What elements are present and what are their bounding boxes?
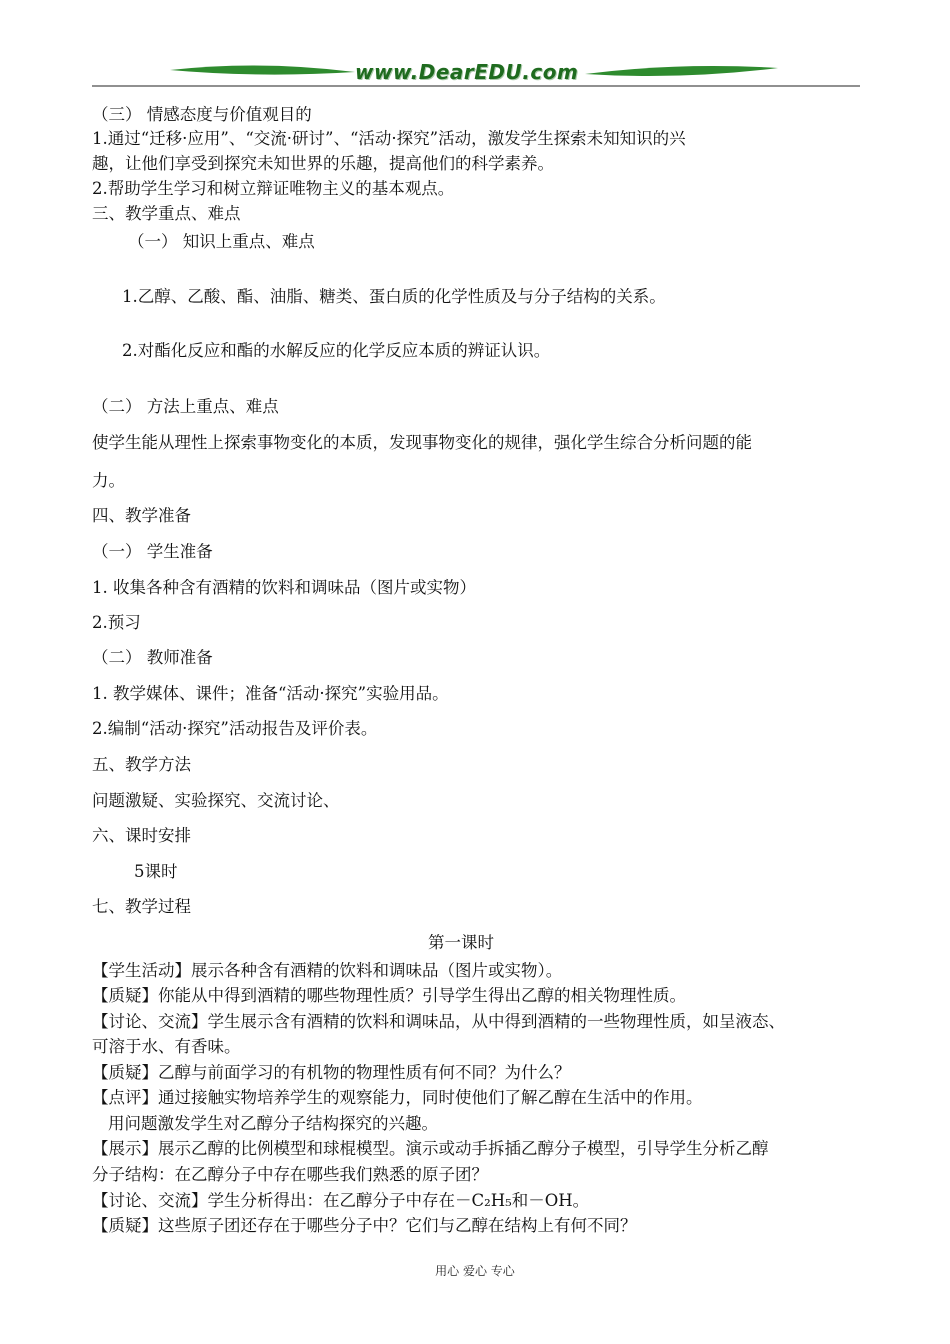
text-line: 1.乙醇、乙酸、酯、油脂、糖类、蛋白质的化学性质及与分子结构的关系。: [122, 287, 666, 306]
text-line: （三） 情感态度与价值观目的: [92, 105, 312, 124]
section-heading: 六、课时安排: [92, 826, 191, 845]
text-line: 【质疑】你能从中得到酒精的哪些物理性质？引导学生得出乙醇的相关物理性质。: [92, 986, 686, 1005]
text-line: 用问题激发学生对乙醇分子结构探究的兴趣。: [108, 1114, 438, 1133]
subsection-heading: （二） 教师准备: [92, 648, 213, 667]
text-line: 使学生能从理性上探索事物变化的本质，发现事物变化的规律，强化学生综合分析问题的能: [92, 433, 752, 452]
site-logo: www.DearEDU.com: [355, 60, 579, 84]
subsection-heading: （一） 学生准备: [92, 542, 213, 561]
text-line: 1. 教学媒体、课件；准备“活动·探究”实验用品。: [92, 684, 449, 703]
text-line: 1. 收集各种含有酒精的饮料和调味品（图片或实物）: [92, 578, 476, 597]
text-line: 5课时: [134, 862, 178, 881]
text-line: 趣，让他们享受到探究未知世界的乐趣，提高他们的科学素养。: [92, 154, 554, 173]
text-line: 2.帮助学生学习和树立辩证唯物主义的基本观点。: [92, 179, 455, 198]
text-line: 【讨论、交流】学生展示含有酒精的饮料和调味品，从中得到酒精的一些物理性质，如呈液态、: [92, 1012, 785, 1031]
section-heading: 七、教学过程: [92, 897, 191, 916]
text-line: 【讨论、交流】学生分析得出：在乙醇分子中存在－C₂H₅和－OH。: [92, 1191, 590, 1210]
text-line: 2.对酯化反应和酯的水解反应的化学反应本质的辨证认识。: [122, 341, 551, 360]
subsection-heading: （二） 方法上重点、难点: [92, 397, 279, 416]
text-line: 【学生活动】展示各种含有酒精的饮料和调味品（图片或实物）。: [92, 961, 563, 980]
lesson-title: 第一课时: [428, 933, 494, 952]
text-line: 分子结构：在乙醇分子中存在哪些我们熟悉的原子团？: [92, 1165, 488, 1184]
text-line: 1.通过“迁移·应用”、“交流·研讨”、“活动·探究”活动，激发学生探索未知知识的兴: [92, 129, 686, 148]
section-heading: 三、教学重点、难点: [92, 204, 241, 223]
section-heading: 四、教学准备: [92, 506, 191, 525]
header-swoosh-graphic: [0, 0, 950, 100]
page-footer: 用心 爱心 专心: [435, 1264, 515, 1278]
text-line: 问题激疑、实验探究、交流讨论、: [92, 791, 340, 810]
text-line: 【质疑】乙醇与前面学习的有机物的物理性质有何不同？为什么？: [92, 1063, 571, 1082]
text-line: 2.预习: [92, 613, 141, 632]
text-line: 【点评】通过接触实物培养学生的观察能力，同时使他们了解乙醇在生活中的作用。: [92, 1088, 703, 1107]
text-line: 可溶于水、有香味。: [92, 1037, 241, 1056]
subsection-heading: （一） 知识上重点、难点: [128, 232, 315, 251]
text-line: 2.编制“活动·探究”活动报告及评价表。: [92, 719, 378, 738]
page-header: [0, 0, 950, 100]
text-line: 【质疑】这些原子团还存在于哪些分子中？它们与乙醇在结构上有何不同？: [92, 1216, 637, 1235]
section-heading: 五、教学方法: [92, 755, 191, 774]
text-line: 力。: [92, 471, 125, 490]
text-line: 【展示】展示乙醇的比例模型和球棍模型。演示或动手拆插乙醇分子模型，引导学生分析乙醇: [92, 1139, 769, 1158]
